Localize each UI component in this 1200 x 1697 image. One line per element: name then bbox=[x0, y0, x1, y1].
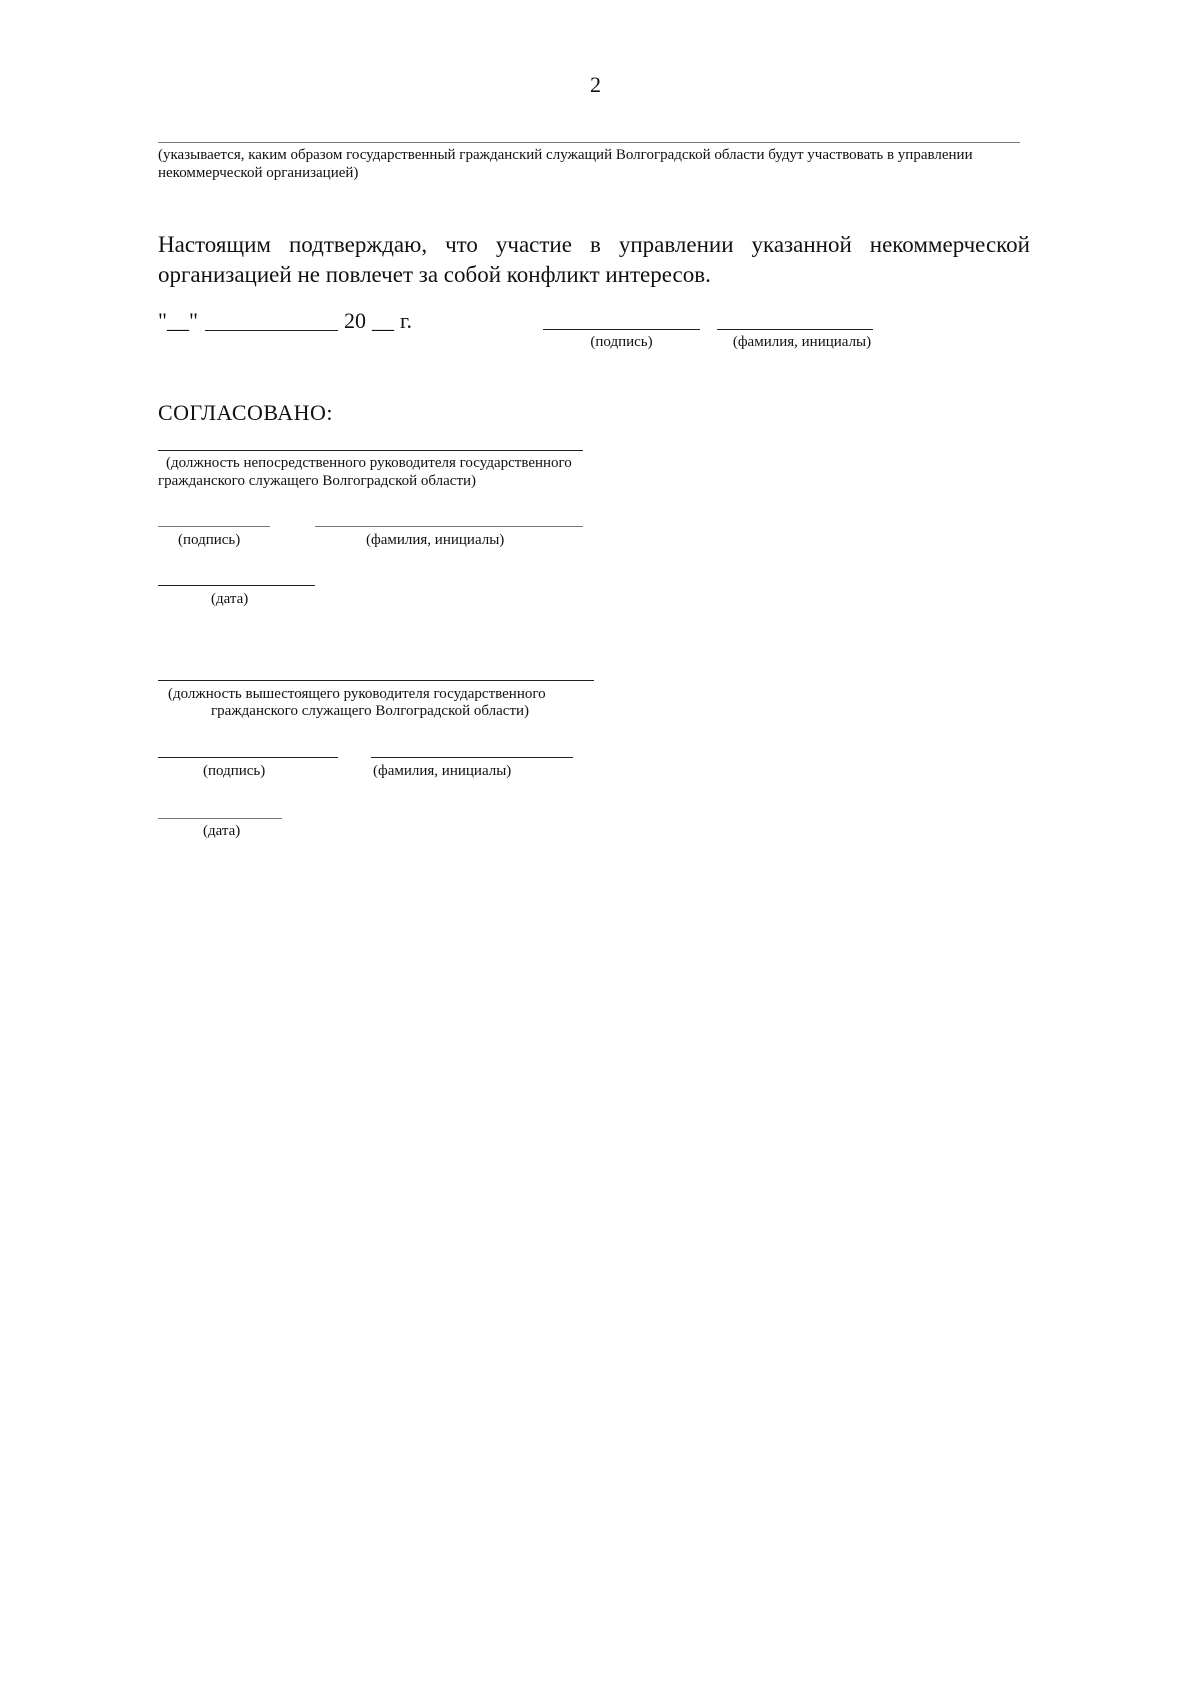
higher-supervisor-position-caption-line1: (должность вышестоящего руководителя государственного bbox=[168, 686, 546, 702]
page-number: 2 bbox=[590, 72, 601, 97]
direct-supervisor-position-line bbox=[158, 450, 583, 451]
employee-signature-line bbox=[543, 329, 700, 330]
direct-supervisor-position-caption-line1: (должность непосредственного руководителя государственного bbox=[166, 455, 572, 471]
date-quote-day: "__" bbox=[158, 308, 198, 333]
higher-supervisor-position-caption-line2: гражданского служащего Волгоградской области) bbox=[211, 703, 530, 719]
higher-supervisor-date-caption: (дата) bbox=[203, 823, 241, 839]
date-year-suffix: г. bbox=[400, 308, 413, 333]
direct-supervisor-position-caption-line2: гражданского служащего Волгоградской области) bbox=[158, 473, 477, 489]
higher-supervisor-date-line bbox=[158, 818, 282, 819]
participation-fill-line bbox=[158, 142, 1020, 143]
employee-signature-caption: (подпись) bbox=[590, 334, 653, 350]
date-year-blank: __ bbox=[372, 308, 394, 333]
confirmation-paragraph: Настоящим подтверждаю, что участие в управлении указанной некоммерческой организацией не повлечет за собой конфликт интересов. bbox=[158, 232, 1030, 287]
approved-heading: СОГЛАСОВАНО: bbox=[158, 400, 333, 425]
participation-note-line1: (указывается, каким образом государственный гражданский служащий Волгоградской области будут участвовать в управлении bbox=[158, 147, 973, 163]
employee-name-line bbox=[717, 329, 873, 330]
date-month-fill-line bbox=[205, 330, 338, 331]
direct-supervisor-name-line bbox=[315, 526, 583, 527]
higher-supervisor-name-caption: (фамилия, инициалы) bbox=[373, 763, 512, 779]
direct-supervisor-name-caption: (фамилия, инициалы) bbox=[366, 532, 505, 548]
employee-name-caption: (фамилия, инициалы) bbox=[732, 334, 872, 350]
direct-supervisor-signature-caption: (подпись) bbox=[178, 532, 241, 548]
direct-supervisor-date-caption: (дата) bbox=[211, 591, 249, 607]
direct-supervisor-signature-line bbox=[158, 526, 270, 527]
higher-supervisor-position-line bbox=[158, 680, 594, 681]
higher-supervisor-signature-line bbox=[158, 757, 338, 758]
higher-supervisor-signature-caption: (подпись) bbox=[203, 763, 266, 779]
higher-supervisor-name-line bbox=[371, 757, 573, 758]
direct-supervisor-date-line bbox=[158, 585, 315, 586]
participation-note-line2: некоммерческой организацией) bbox=[158, 165, 359, 181]
date-year-prefix: 20 bbox=[344, 308, 366, 333]
